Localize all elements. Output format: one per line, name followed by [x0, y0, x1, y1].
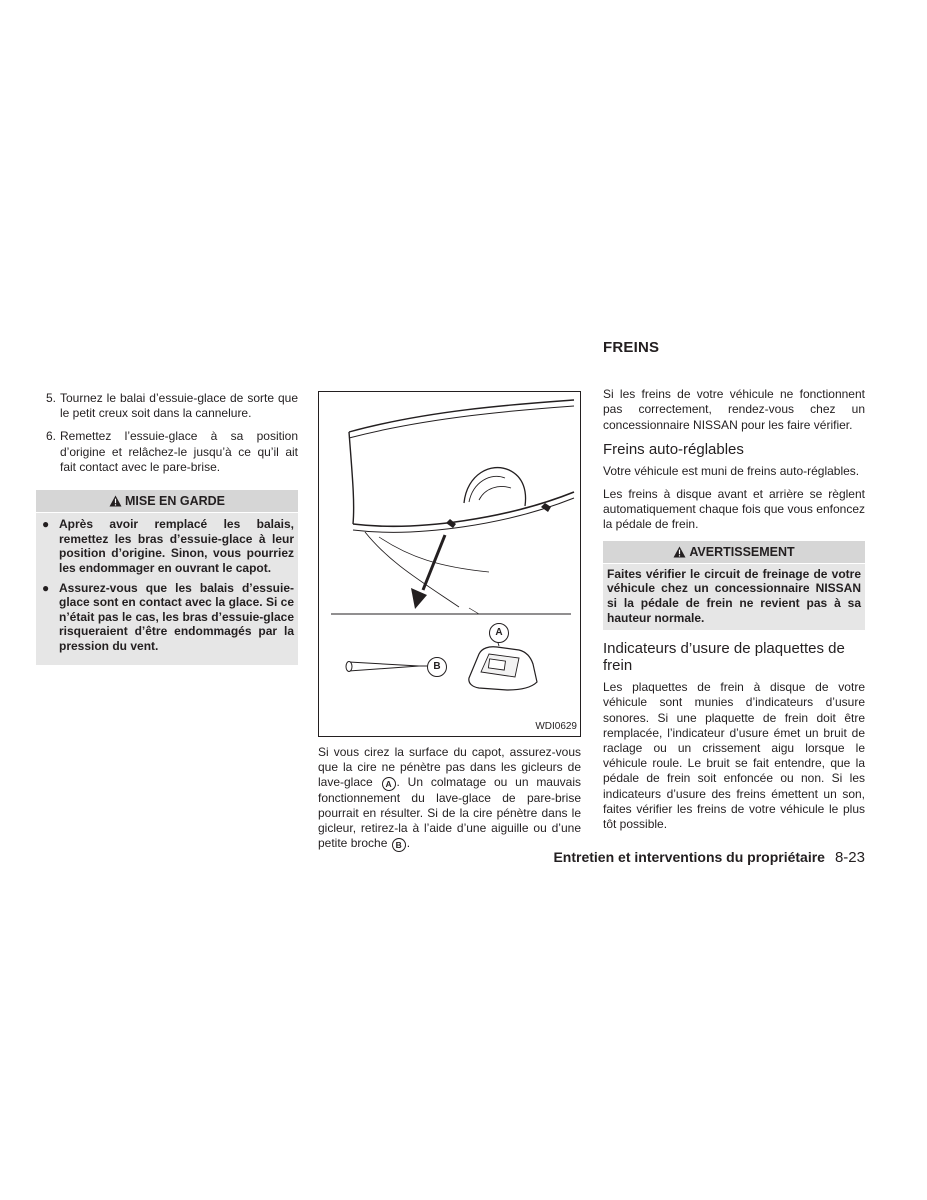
- figure-caption: [318, 745, 581, 852]
- warning-title: [603, 541, 865, 564]
- middle-column: [318, 391, 581, 852]
- warning-box: [603, 541, 865, 631]
- warning-title-text: AVERTISSEMENT: [689, 544, 795, 559]
- warning-triangle-icon: [109, 495, 122, 507]
- footer-title: Entretien et interventions du propriétaire: [553, 849, 825, 865]
- step-5: [36, 391, 298, 421]
- step-6: [36, 429, 298, 475]
- ref-b-badge: B: [392, 838, 406, 852]
- warning-triangle-icon: [673, 546, 686, 558]
- paragraph: Votre véhicule est muni de freins auto-réglables.: [603, 463, 860, 478]
- subheading-wear-indicators: Indicateurs d’usure de plaquettes de frein: [603, 640, 845, 675]
- callout-b: B: [427, 657, 447, 677]
- step-number: 5.: [45, 391, 56, 405]
- bullet-icon: ●: [42, 517, 50, 532]
- caution-box: [36, 490, 298, 665]
- paragraph: Les freins à disque avant et arrière se règlent automatiquement chaque fois que vous enfoncez la pédale de frein.: [603, 487, 865, 532]
- figure-code: WDI0629: [535, 720, 577, 732]
- callout-a: A: [489, 623, 509, 643]
- caution-body: [36, 513, 298, 664]
- right-column: [603, 340, 865, 840]
- bullet-icon: ●: [42, 580, 50, 595]
- ref-a-badge: A: [382, 777, 396, 791]
- hood-illustration: [319, 392, 580, 736]
- step-text: Tournez le balai d’essuie-glace de sorte que le petit creux soit dans la cannelure.: [60, 391, 298, 421]
- caution-item-text: Assurez-vous que les balais d’essuie-glace sont en contact avec la glace. Si ce n’était pas le cas, les bras d’essuie-glace risqueraient d’être endommagés par la pression du vent.: [59, 580, 294, 653]
- page-footer: [553, 849, 865, 866]
- caution-title: [36, 490, 298, 513]
- warning-text: Faites vérifier le circuit de freinage de votre véhicule chez un concessionnaire NISSAN si la pédale de frein ne revient pas à sa hauteur normale.: [603, 564, 865, 630]
- page-number: 8-23: [834, 849, 865, 866]
- section-title: FREINS: [603, 339, 660, 356]
- caution-item: [40, 581, 294, 654]
- step-number: 6.: [45, 429, 56, 444]
- washer-nozzle-figure: [318, 391, 581, 737]
- step-text: Remettez l’essuie-glace à sa position d’origine et relâchez-le jusqu’à ce qu’il ait fait contact avec le pare-brise.: [60, 429, 298, 474]
- caution-item: [40, 517, 294, 575]
- paragraph: Les plaquettes de frein à disque de votre véhicule sont munies d’indicateurs d’usure sonores. Si une plaquette de frein doit être remplacée, l’indicateur d’usure émet un bruit de raclage ou un crissement aigu lorsque le véhicule roule. Le bruit se fait entendre, que la pédale de frein soit enfoncée ou non. Si les indicateurs d’usure des freins émettent un son, faites vérifier les freins de votre véhicule le plus tôt possible.: [603, 680, 865, 832]
- left-column: [36, 391, 298, 665]
- caption-part-1: Si vous cirez la surface du capot, assurez-vous que la cire ne pénètre pas dans les gicleurs de lave-glace: [318, 745, 581, 789]
- caution-title-text: MISE EN GARDE: [124, 494, 225, 509]
- caution-item-text: Après avoir remplacé les balais, remettez les bras d’essuie-glace à leur position d’origine. Sinon, vous pourriez les endommager en ouvrant le capot.: [59, 517, 294, 575]
- intro-paragraph: Si les freins de votre véhicule ne fonctionnent pas correctement, rendez-vous chez un concessionnaire NISSAN pour les faire vérifier.: [603, 387, 865, 432]
- caption-part-3: .: [406, 835, 411, 850]
- caption-part-2: . Un colmatage ou un mauvais fonctionnement du lave-glace de pare-brise pourrait en résulter. Si de la cire pénètre dans le gicleur, retirez-la à l’aide d’une aiguille ou d’une petite broche: [318, 774, 581, 850]
- subheading-self-adjusting: Freins auto-réglables: [603, 440, 744, 458]
